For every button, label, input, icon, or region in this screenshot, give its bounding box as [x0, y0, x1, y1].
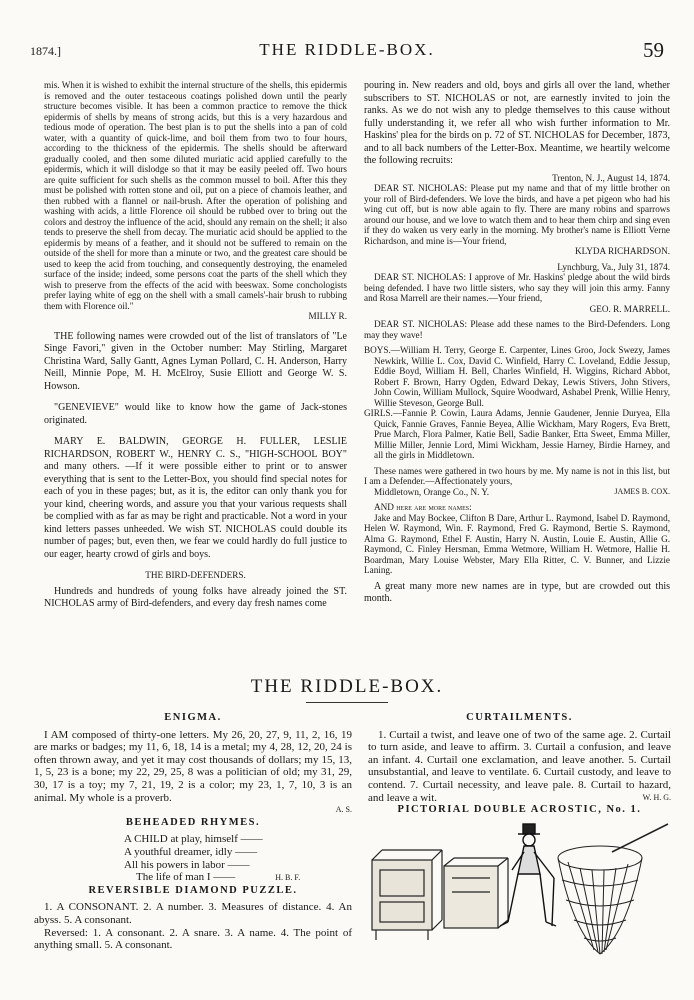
curtailments-signature: W. H. G.	[642, 792, 671, 802]
more-names-list: Jake and May Bockee, Clifton B Dare, Arthur L. Raymond, Isabel D. Raymond, Helen W. Raymond, Win. F. Raymond, Fred G. Raymond, Bertie S. Raymond, Alma G. Raymond, Ethel F. Austin, Harry N. Austin, Louie E. Austin, Allie G. Raymond, C. Finley Hersman, Emma Wetmore, William H. Wetmore, Hallie H. Boardman, Mary Louise Webster, Mary Ella Ritter, C. V. Bunner, and Lizzie Laning.	[364, 512, 670, 575]
diamond-puzzle-title: REVERSIBLE DIAMOND PUZZLE.	[88, 884, 298, 896]
letter-cox: DEAR ST. NICHOLAS: Please add these names to the Bird-Defenders. Long may they wave!	[364, 319, 670, 340]
diamond-puzzle-text: 1. A CONSONANT. 2. A number. 3. Measures of distance. 4. An abyss. 5. A consonant.	[34, 901, 352, 926]
beheaded-rhymes-poem	[34, 833, 352, 884]
rhyme-line: All his powers in labor ——	[124, 858, 250, 871]
shell-article-text: mis. When it is wished to exhibit the internal structure of the shells, this epidermis is removed and the outer testaceous coatings polished down until the pearly structure becomes visible. It has been a common practice to remove the thick epidermis of shells by means of strong acids, but this is a very hazardous and tedious mode of operation. The best plan is to put the shells into a pan of cold water, with a quantity of quick-lime, and boil them from two to four hours, according to the thickness of the epidermis. The shells should be afterward gradually cooled, and then some diluted muriatic acid applied carefully to the epidermis, which it will dislodge so that it may be easily peeled off. Two hours are quite sufficient for such shells as the common mussel to boil. After this they must be polished with rotten stone and oil, put on a piece of chamois leather, and then rubbed with a flannel or nail-brush. After the operation of polishing and washing with acids, a little Florence oil should be rubbed over to bring out the colors and destroy the influence of the acid, should any remain on the shell; it also tends to preserve the shell from decay. The muriatic acid should be applied to the epidermis by means of a feather, and it should not be suffered to remain on the outside of the shell for more than a minute or two, and the greatest care should be used to keep the acid from touching, and consequently destroying, the enameled surface of the inside; indeed, some persons coat the parts of the shell which they wish to preserve from the effects of the acid with beeswax. Some conchologists prefer laying white of egg on the shell with a small camels'-hair brush to rubbing them with Florence oil."	[44, 80, 347, 311]
box-picture	[444, 858, 508, 928]
bird-defenders-heading: THE BIRD-DEFENDERS.	[145, 570, 246, 580]
enigma-signature: A. S.	[335, 805, 352, 815]
stove-picture	[372, 850, 442, 940]
bird-defenders-continued: pouring in. New readers and old, boys and girls all over the land, whether subscribers to ST. NICHOLAS or not, are earnestly invited to join the ranks. As we do not wish any to pledge themselves to this cause without fully understanding it, we refer all who wish further information to Mr. Haskins' plea for the birds on p. 72 of ST. NICHOLAS for December, 1873, and to all back numbers of the Letter-Box. Meantime, we heartily welcome the following recruits:	[364, 80, 670, 166]
boys-list: BOYS.—William H. Terry, George E. Carpenter, Lines Groo, Jock Swezy, James Newkirk, Willie L. Cox, David C. Winfield, Harry C. Loveland, Eddie Jessup, Eddie Boyd, William H. Bell, Charles Winfield, H. Wiggins, Richard Abbot, Robert F. Brown, Harry Ogden, Edward Dekay, Lewis Stivers, John Stivers, John Cowin, William Mullock, Squire Woodward, Ashabel Prenk, Willie Henry, Willie Steveson, George Bull.	[364, 345, 670, 408]
title-rule	[306, 702, 388, 703]
bird-defenders-intro: Hundreds and hundreds of young folks have already joined the ST. NICHOLAS army of Bird-defenders, and every day fresh names come	[44, 585, 347, 609]
header-year: 1874.]	[30, 44, 61, 58]
running-title: THE RIDDLE-BOX.	[259, 40, 435, 59]
closing-note: A great many more new names are in type, but are crowded out this month.	[364, 580, 670, 604]
riddle-right-column	[368, 712, 671, 821]
net-picture	[558, 824, 668, 954]
girls-list: GIRLS.—Fannie P. Cowin, Laura Adams, Jennie Gaudener, Jennie Duryea, Ella Quick, Fannie Graves, Fannie Beyea, Allie Wickham, Mary Rogers, Eva Brett, Prue March, Flora Palmer, Katie Bell, Sadie Banker, Etta Sweet, Emma Miller, Millie Miller, Jennie Lord, Mimi Wickham, Jessie Harney, Birdie Harney, and all the girls in Middletown.	[364, 408, 670, 460]
editor-reply: MARY E. BALDWIN, GEORGE H. FULLER, LESLIE RICHARDSON, ROBERT W., HENRY C. S., "HIGH-SCHOOL BOY" and many others. —If it were possible either to print or to answer everything that is sent to the Letter-Box, you should find special notes for each of you in these pages; but, as it is, the editor can only thank you for your kind, cheering words, and assure you that your various requests shall be complied with as far as may be right and practicable. Not a word in your kind letters passes unheeded. We wish ST. NICHOLAS could double its number of pages; but, even then, we fear we could hardly do full justice to our eager, hearty crowd of girls and boys.	[44, 436, 347, 560]
curtailments-text: 1. Curtail a twist, and leave one of two of the same age. 2. Curtail to turn aside, and leave to affirm. 3. Curtail a confusion, and leave an infant. 4. Curtail one exclamation, and leave another. 5. Curtail unsubstantial, and leave to ventilate. 6. Curtail custody, and leave to contend. 7. Curtail necessity, and leave pale. 8. Curtail to hazard, and leave a wit. W. H. G.	[368, 728, 671, 804]
letter-cox-tail: These names were gathered in two hours by me. My name is not in this list, but I am a Defender.—Affectionately yours,	[364, 465, 670, 486]
rhyme-line: The life of man I —— H. B. F.	[136, 871, 301, 884]
signature-milly: MILLY R.	[308, 311, 347, 321]
beheaded-signature: H. B. F.	[275, 873, 301, 883]
letter-box-right-column	[364, 80, 670, 606]
acrostic-illustration	[368, 822, 671, 972]
enigma-text: I AM composed of thirty-one letters. My 26, 20, 27, 9, 11, 2, 16, 19 are marks or badges; my 11, 6, 18, 14 is a metal; my 4, 28, 12, 20, 24 is often thrown away, and yet it may cost thousands of dollars; my 15, 13, 1, 5, 23 is a bone; my 22, 29, 25, 8 was a politician of old; my 31, 29, 30, 17 is a toy; my 7, 21, 19, 2 is a color; my 23, 1, 7, 10, 3 is an animal. My whole is a proverb.	[34, 728, 352, 804]
rhyme-line: A youthful dreamer, idly ——	[124, 845, 258, 858]
translators-note: THE following names were crowded out of the list of translators of "Le Singe Favori," given in the October number: May Stirling, Margaret Christina Ward, Sally Gantt, Agnes Lyman Pollard, C. H. Anderson, Harry Neill, Minnie Pope, M. H. McElroy, Susie Elliott and George W. S. Howson.	[44, 330, 347, 392]
rhyme-line: A CHILD at play, himself ——	[124, 833, 263, 846]
enigma-title: ENIGMA.	[164, 712, 222, 723]
riddle-box-title: THE RIDDLE-BOX.	[250, 676, 444, 697]
riddle-left-column	[34, 712, 352, 952]
curtailments-title: CURTAILMENTS.	[466, 712, 573, 723]
genevieve-note: "GENEVIEVE" would like to know how the game of Jack-stones originated.	[44, 402, 347, 426]
letter-cox-place: Middletown, Orange Co., N. Y. JAMES B. COX.	[374, 486, 670, 497]
acrostic-title: PICTORIAL DOUBLE ACROSTIC, No. 1.	[397, 804, 642, 816]
signature-marrell: GEO. R. MARRELL.	[589, 303, 670, 314]
letter-box-left-column	[44, 80, 347, 611]
more-names-intro: AND here are more names:	[374, 502, 472, 512]
diamond-puzzle-reversed: Reversed: 1. A consonant. 2. A snare. 3. A name. 4. The point of anything small. 5. A consonant.	[34, 926, 352, 952]
letter-place-trenton: Trenton, N. J., August 14, 1874.	[552, 172, 670, 183]
letter-place-lynchburg: Lynchburg, Va., July 31, 1874.	[557, 261, 670, 272]
page-number: 59	[643, 38, 664, 62]
signature-richardson: KLYDA RICHARDSON.	[574, 246, 670, 256]
signature-cox: JAMES B. COX.	[614, 486, 670, 496]
letter-richardson: DEAR ST. NICHOLAS: Please put my name and that of my little brother on your roll of Bird-defenders. We love the birds, and have a pet pigeon who had his wing cut off, but is now able again to fly. There are many robins and sparrows around our house, and we love to watch them and to hear them chirp and sing even if they do waken us very early in the morning. My brother's name is Elliott Verne Richardson, and mine is—Your friend,	[364, 183, 670, 246]
beheaded-rhymes-title: BEHEADED RHYMES.	[125, 816, 261, 828]
letter-marrell: DEAR ST. NICHOLAS: I approve of Mr. Haskins' pledge about the wild birds being defended. I have two little sisters, who say they will join this army. Fanny and Rosa Marrell are their names.—Your friend,	[364, 272, 670, 303]
